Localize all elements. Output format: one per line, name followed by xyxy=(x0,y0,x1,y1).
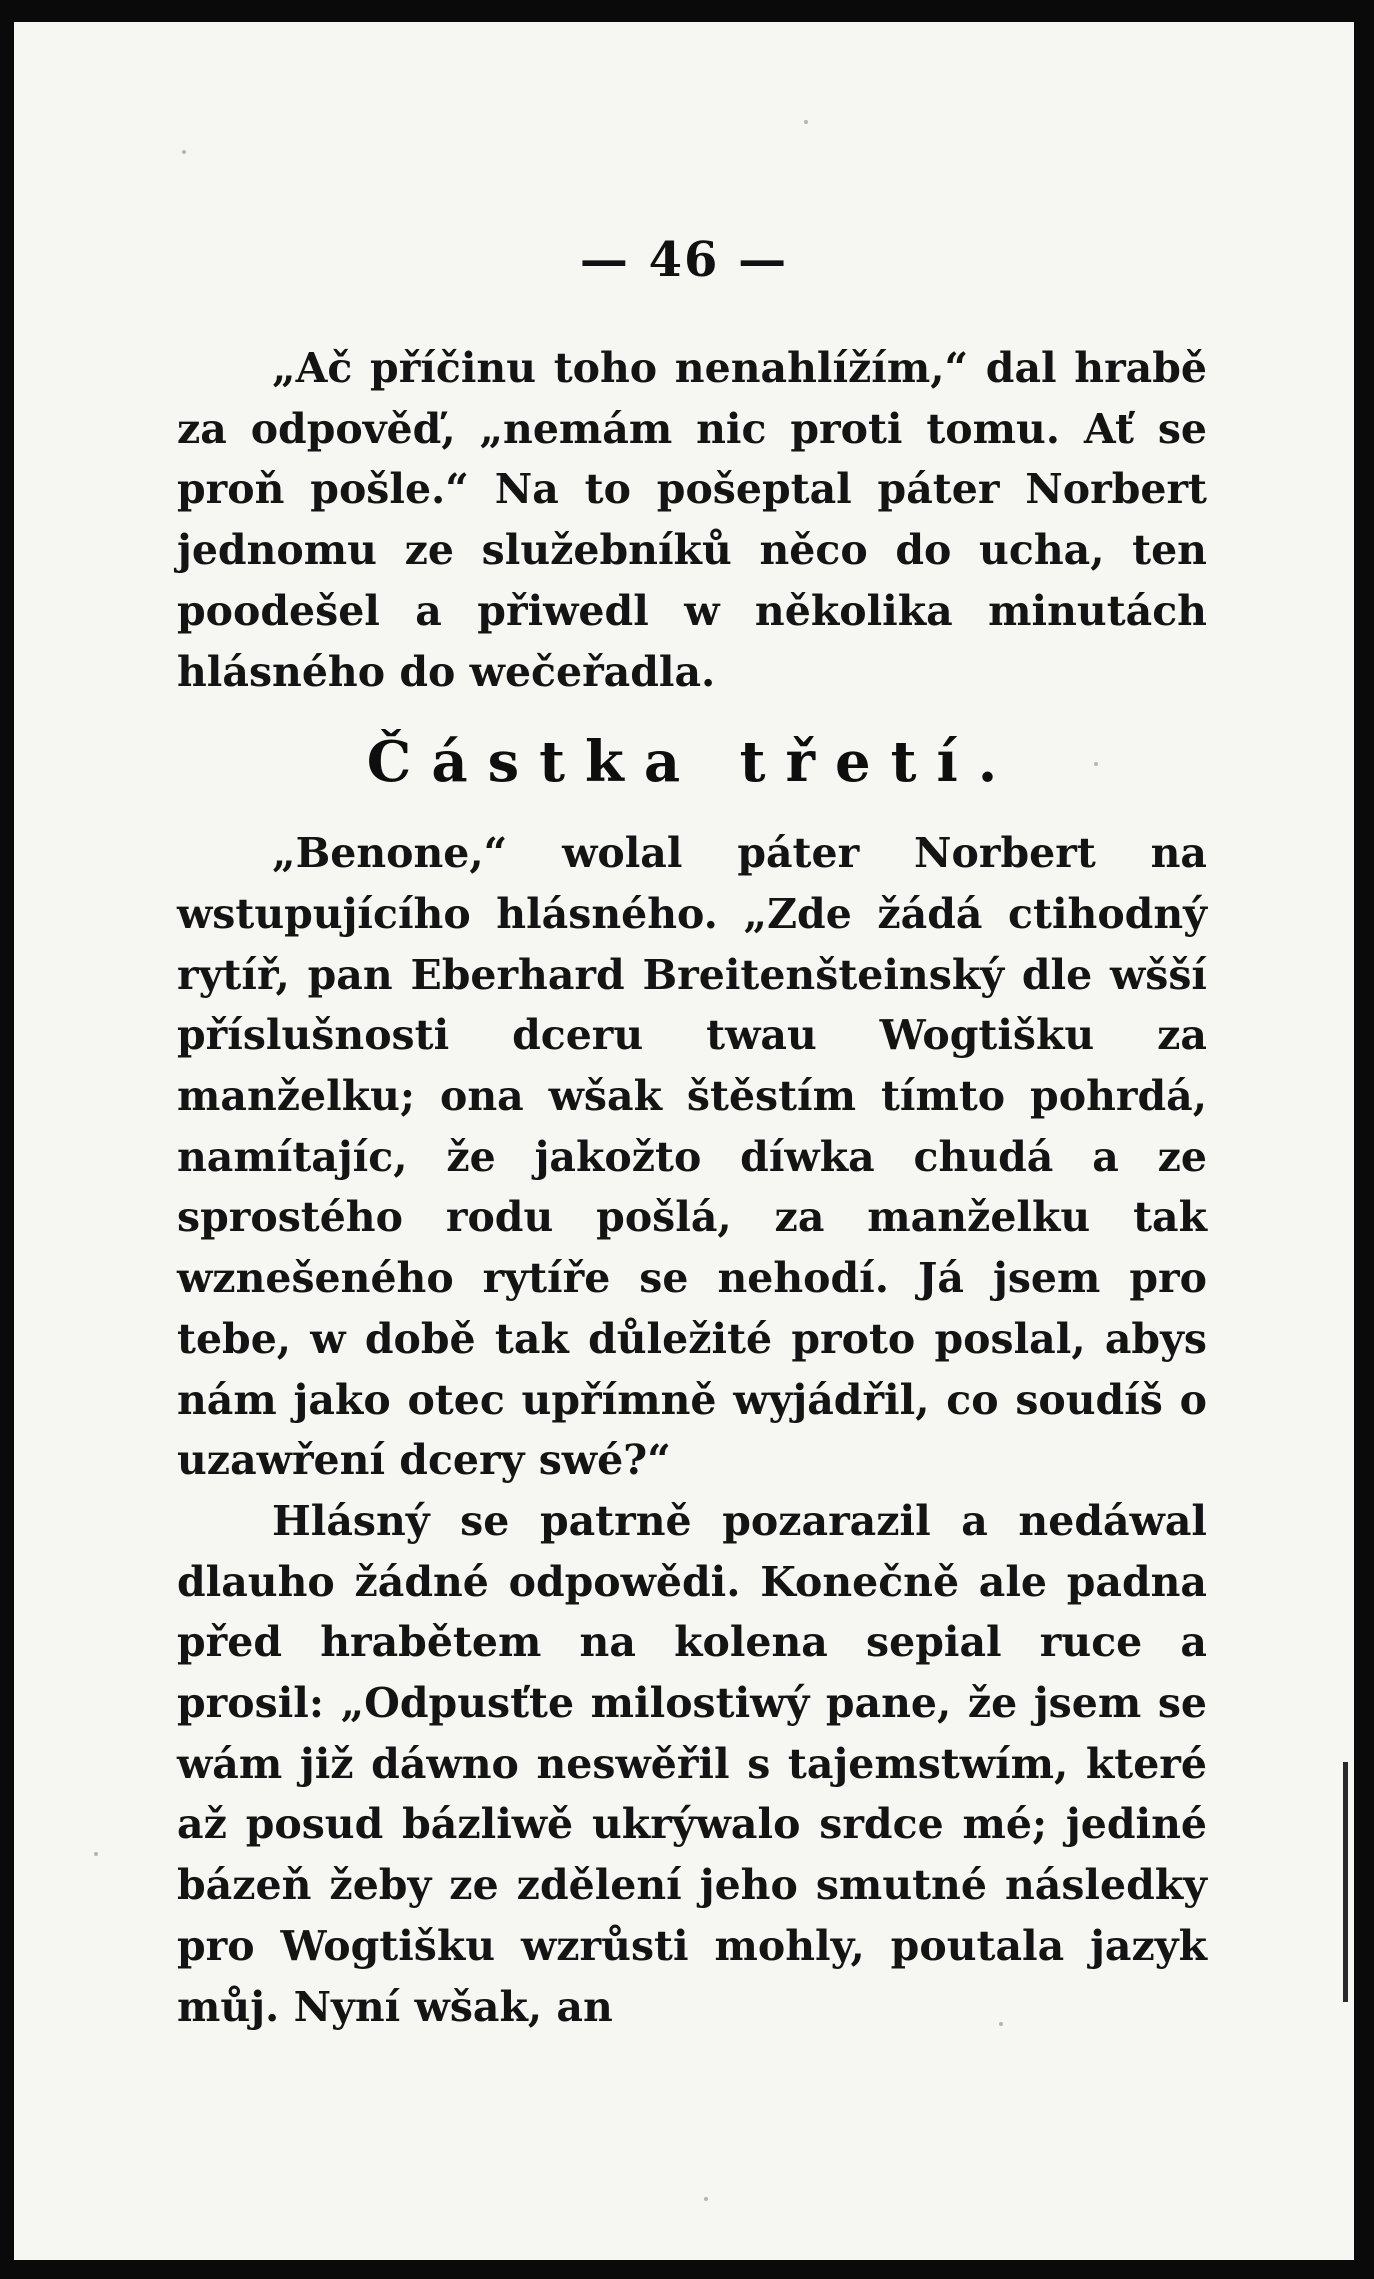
scan-speck xyxy=(1094,762,1098,766)
scan-speck xyxy=(182,150,186,154)
scan-speck xyxy=(999,2022,1003,2026)
book-page xyxy=(14,22,1354,2260)
section-heading: Částka třetí. xyxy=(366,729,1018,796)
paragraph: „Benone,“ wolal páter Norbert na wstupujícího hlásného. „Zde žádá ctihodný rytíř, pan Eberhard Breitenšteinský dle wšší příslušnosti dceru twau Wogtišku za manželku; ona wšak štěstím tímto pohrdá, namítajíc, že jakožto díwka chudá a ze sprostého rodu pošlá, za manželku tak wznešeného rytíře se nehodí. Já jsem pro tebe, w době tak důležité proto poslal, abys nám jako otec upřímně wyjádřil, co soudíš o uzawření dcery swé?“ xyxy=(177,829,1207,1485)
page-number: — 46 — xyxy=(579,232,789,288)
scan-speck xyxy=(94,1852,98,1856)
scan-speck xyxy=(704,2197,708,2201)
scan-edge-mark xyxy=(1343,1762,1348,2002)
scan-speck xyxy=(804,120,808,124)
paragraph: „Ač příčinu toho nenahlížím,“ dal hrabě za odpověď, „nemám nic proti tomu. Ať se proň pošle.“ Na to pošeptal páter Norbert jednomu ze služebníků něco do ucha, ten poodešel a přiwedl w několika minutách hlásného do wečeřadla. xyxy=(177,344,1207,696)
body-text xyxy=(177,338,1207,2037)
paragraph: Hlásný se patrně pozarazil a nedáwal dlauho žádné odpowědi. Konečně ale padna před hrabětem na kolena sepial ruce a prosil: „Odpusťte milostiwý pane, že jsem se wám již dáwno neswěřil s tajemstwím, které až posud bázliwě ukrýwalo srdce mé; jediné bázeň žeby ze zdělení jeho smutné následky pro Wogtišku wzrůsti mohly, poutala jazyk můj. Nyní wšak, an xyxy=(177,1496,1207,2031)
